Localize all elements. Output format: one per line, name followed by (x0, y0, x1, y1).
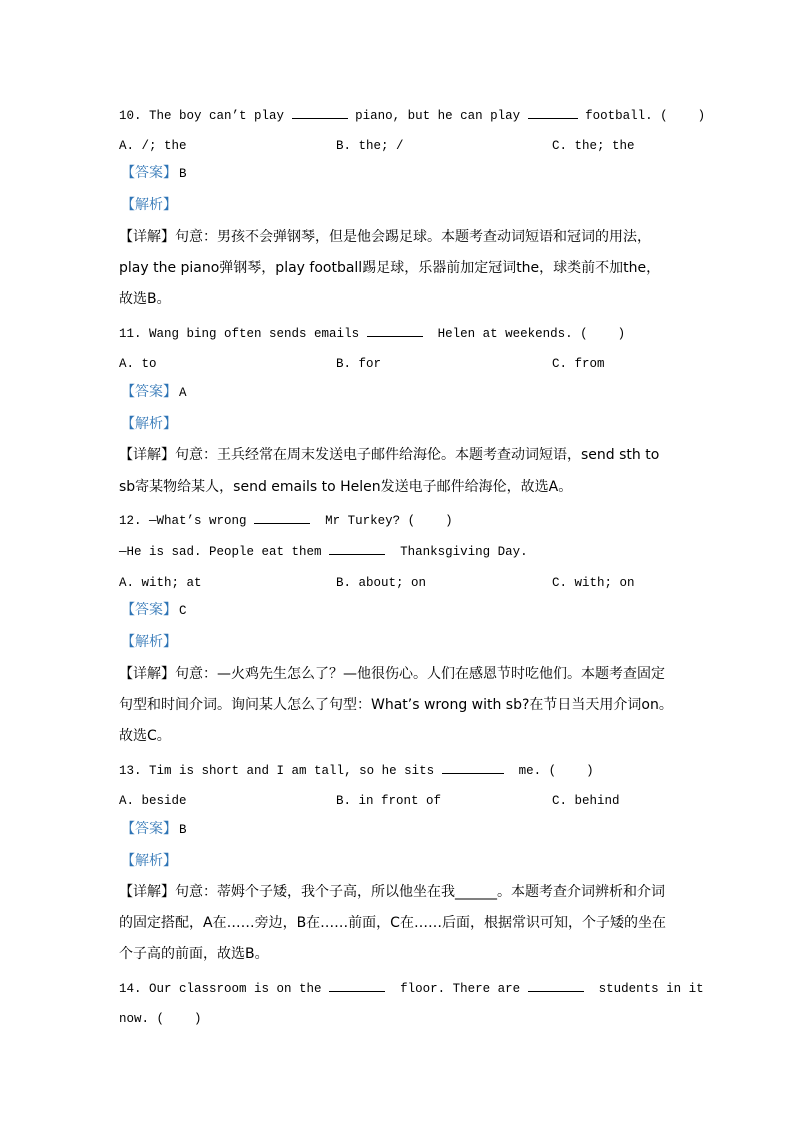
option-a: A. with; at (119, 576, 202, 590)
detail-line: sb寄某物给某人，send emails to Helen发送电子邮件给海伦，故选A。 (119, 479, 573, 495)
answer-blank (329, 980, 385, 992)
answer-label: 【答案】 (121, 384, 177, 400)
option-c: C. from (552, 357, 605, 371)
stem-text: —He is sad. People eat them (119, 545, 330, 559)
question-10-stem (119, 107, 705, 124)
stem-text: Mr Turkey? ( ) (317, 514, 453, 528)
option-c: C. behind (552, 794, 620, 808)
question-11-stem (119, 325, 625, 342)
question-14-stem-line2: now. ( ) (119, 1012, 202, 1026)
option-b: B. the; / (336, 139, 404, 153)
stem-text: Thanksgiving Day. (392, 545, 528, 559)
analysis-label: 【解析】 (121, 197, 177, 213)
detail-line (119, 447, 659, 463)
answer-value: B (179, 823, 187, 837)
detail-label: 【详解】 (119, 229, 175, 245)
option-c: C. with; on (552, 576, 635, 590)
detail-text: 句意：男孩不会弹钢琴，但是他会踢足球。本题考查动词短语和冠词的用法， (175, 229, 651, 245)
answer-row (121, 165, 187, 182)
detail-text: 句意：蒂姆个子矮，我个子高，所以他坐在我______。本题考查介词辨析和介词 (175, 884, 665, 900)
stem-text: Wang bing often sends emails (149, 327, 367, 341)
detail-line (119, 229, 651, 245)
question-13-stem (119, 762, 594, 779)
answer-row (121, 384, 187, 401)
stem-text: The boy can’t play (149, 109, 292, 123)
answer-label: 【答案】 (121, 602, 177, 618)
option-a: A. /; the (119, 139, 187, 153)
stem-text: Helen at weekends. ( ) (430, 327, 626, 341)
answer-blank (528, 107, 578, 119)
detail-line (119, 884, 665, 900)
stem-text: Our classroom is on the (149, 982, 330, 996)
stem-text: —What’s wrong (149, 514, 255, 528)
answer-blank (292, 107, 348, 119)
option-b: B. for (336, 357, 382, 371)
analysis-row (121, 853, 177, 869)
stem-text: Tim is short and I am tall, so he sits (149, 764, 442, 778)
detail-label: 【详解】 (119, 447, 175, 463)
detail-text: 句意：—火鸡先生怎么了？—他很伤心。人们在感恩节时吃他们。本题考查固定 (175, 666, 665, 682)
option-a: A. beside (119, 794, 187, 808)
analysis-label: 【解析】 (121, 853, 177, 869)
stem-text: piano, but he can play (347, 109, 528, 123)
answer-blank (528, 980, 584, 992)
detail-label: 【详解】 (119, 884, 175, 900)
analysis-row (121, 197, 177, 213)
answer-blank (367, 325, 423, 337)
answer-value: B (179, 167, 187, 181)
question-14-stem (119, 980, 704, 997)
detail-line: 故选B。 (119, 291, 171, 307)
answer-label: 【答案】 (121, 165, 177, 181)
stem-text: me. ( ) (511, 764, 594, 778)
option-b: B. in front of (336, 794, 442, 808)
answer-row (121, 821, 187, 838)
analysis-label: 【解析】 (121, 416, 177, 432)
answer-blank (329, 543, 385, 555)
answer-value: A (179, 386, 187, 400)
analysis-row (121, 634, 177, 650)
stem-text: football. ( ) (577, 109, 706, 123)
detail-label: 【详解】 (119, 666, 175, 682)
question-number: 12. (119, 514, 142, 528)
stem-text: floor. There are (392, 982, 528, 996)
question-number: 10. (119, 109, 142, 123)
question-number: 14. (119, 982, 142, 996)
option-b: B. about; on (336, 576, 427, 590)
answer-label: 【答案】 (121, 821, 177, 837)
question-12-stem (119, 512, 453, 529)
question-number: 13. (119, 764, 142, 778)
question-number: 11. (119, 327, 142, 341)
answer-blank (254, 512, 310, 524)
detail-line: play the piano弹钢琴，play football踢足球，乐器前加定冠词the，球类前不加the， (119, 260, 661, 276)
detail-line: 个子高的前面，故选B。 (119, 946, 269, 962)
analysis-label: 【解析】 (121, 634, 177, 650)
answer-row (121, 602, 187, 619)
detail-line (119, 666, 665, 682)
option-a: A. to (119, 357, 157, 371)
stem-text: students in it (591, 982, 704, 996)
detail-text: 句意：王兵经常在周末发送电子邮件给海伦。本题考查动词短语，send sth to (175, 447, 660, 463)
question-12-stem-line2 (119, 543, 528, 560)
detail-line: 故选C。 (119, 728, 171, 744)
detail-line: 句型和时间介词。询问某人怎么了句型：What’s wrong with sb?在节日当天用介词on。 (119, 697, 673, 713)
answer-value: C (179, 604, 187, 618)
option-c: C. the; the (552, 139, 635, 153)
answer-blank (442, 762, 504, 774)
detail-line: 的固定搭配，A在……旁边，B在……前面，C在……后面，根据常识可知，个子矮的坐在 (119, 915, 666, 931)
analysis-row (121, 416, 177, 432)
